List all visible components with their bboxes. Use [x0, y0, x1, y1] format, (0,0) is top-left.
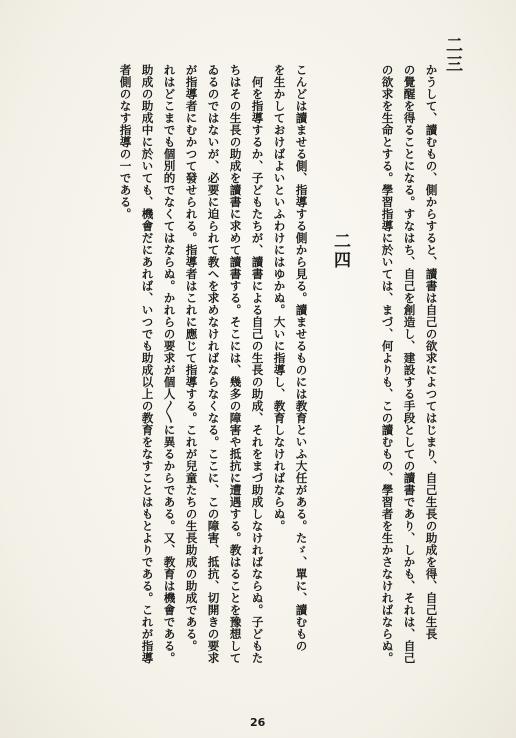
text-column: の欲求を生命とする。學習指導に於いては、まづ、何よりも、この讀むもの、學習者を生かさなければならぬ。 [380, 64, 395, 664]
text-column: かうして、讀むもの、側からすると、讀書は自己の欲求によつてはじまり、自己生長の助成を得、自己生長 [424, 64, 439, 640]
section-heading-24: 二四 [330, 232, 350, 270]
text-column: れはどこまでも個別的でなくてはならぬ。かれらの要求が個人〳〵に異るからである。又、教育は機會である。 [162, 64, 177, 664]
text-column: 何を指導するか、子どもたちが、讀書による自己の生長の助成、それをまづ助成しなければならぬ。子どもた [250, 76, 265, 664]
text-column: こんどは讀ませる側、指導する側から見る。讀ませるものには教育といふ大任がある。たゞ、單に、讀むもの [294, 64, 309, 652]
text-column: ちはその生長の助成を讀書に求めて讀書する。そこには、幾多の障害や抵抗に遭遇する。教はることを豫想して [228, 64, 243, 664]
text-column: が指導者にむかつて發せられる。指導者はこれに應じて指導する。これが兒童たちの生長助成の助成である。 [184, 64, 199, 652]
text-column: を生かしておけばよいといふわけにはゆかぬ。大いに指導し、教育しなければならぬ。 [272, 64, 287, 532]
text-column: の覺醒を得ることになる。すなはち、自己を創造し、建設する手段としての讀書であり、しかも、それは、自己 [402, 64, 417, 664]
text-column: 者側のなす指導の一である。 [118, 64, 133, 220]
text-column: ゐるのではないが、必要に迫られて教へを求めなければならなくなる。ここに、この障害、抵抗、切開きの要求 [206, 64, 221, 664]
text-column: 助成の助成中に於いても、機會だにあれば、いつでも助成以上の教育をなすことはもとよりである。これが指導 [140, 64, 155, 664]
section-heading-23: 二三 [442, 36, 462, 74]
page-number: 26 [250, 716, 266, 729]
